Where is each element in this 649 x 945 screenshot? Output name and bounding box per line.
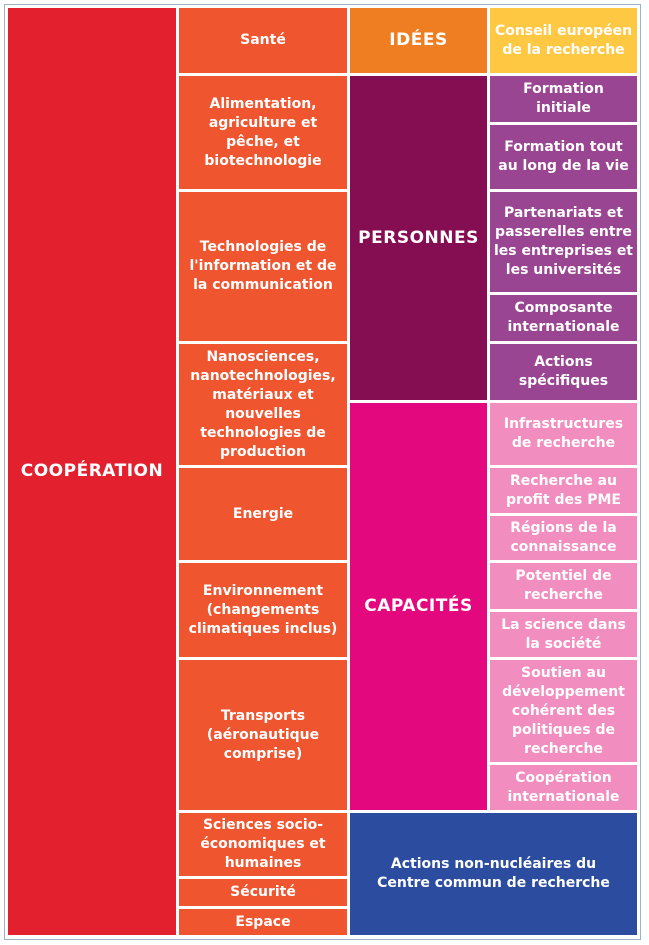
capacites-item-science-societe: La science dans la société <box>490 612 637 657</box>
personnes-item-formation-initiale: Formation initiale <box>490 76 637 122</box>
capacites-item-pme: Recherche au profit des PME <box>490 468 637 513</box>
capacites-item-regions: Régions de la connaissance <box>490 516 637 560</box>
theme-transports: Transports (aéronautique comprise) <box>179 660 347 810</box>
jrc-label: Actions non-nucléaires du Centre commun de recherche <box>377 856 610 891</box>
theme-tic: Technologies de l'information et de la communication <box>179 192 347 341</box>
theme-sante: Santé <box>179 8 347 73</box>
personnes-item-partenariats: Partenariats et passerelles entre les entreprises et les universités <box>490 192 637 292</box>
cooperation-block <box>8 8 176 935</box>
capacites-item-soutien: Soutien au développement cohérent des politiques de recherche <box>490 660 637 762</box>
theme-securite: Sécurité <box>179 879 347 906</box>
theme-nanosciences: Nanosciences, nanotechnologies, matériaux et nouvelles technologies de production <box>179 344 347 465</box>
personnes-title: PERSONNES <box>358 227 479 248</box>
jrc-block <box>350 813 637 935</box>
capacites-item-cooperation-internationale: Coopération internationale <box>490 765 637 810</box>
capacites-item-infrastructures: Infrastructures de recherche <box>490 403 637 465</box>
capacites-block <box>350 403 487 810</box>
theme-energie: Energie <box>179 468 347 560</box>
personnes-block <box>350 76 487 400</box>
personnes-item-actions: Actions spécifiques <box>490 344 637 400</box>
idees-item-conseil: Conseil européen de la recherche <box>490 8 637 73</box>
personnes-item-formation-vie: Formation tout au long de la vie <box>490 125 637 189</box>
cooperation-title: COOPÉRATION <box>20 461 164 481</box>
theme-sciences-socio: Sciences socio-économiques et humaines <box>179 813 347 876</box>
programme-diagram <box>4 4 641 940</box>
idees-block <box>350 8 487 73</box>
theme-alimentation: Alimentation, agriculture et pêche, et biotechnologie <box>179 76 347 189</box>
theme-espace: Espace <box>179 909 347 935</box>
personnes-item-composante: Composante internationale <box>490 295 637 341</box>
capacites-title: CAPACITÉS <box>364 596 473 616</box>
idees-title: IDÉES <box>389 30 448 50</box>
theme-environnement: Environnement (changements climatiques inclus) <box>179 563 347 657</box>
capacites-item-potentiel: Potentiel de recherche <box>490 563 637 609</box>
